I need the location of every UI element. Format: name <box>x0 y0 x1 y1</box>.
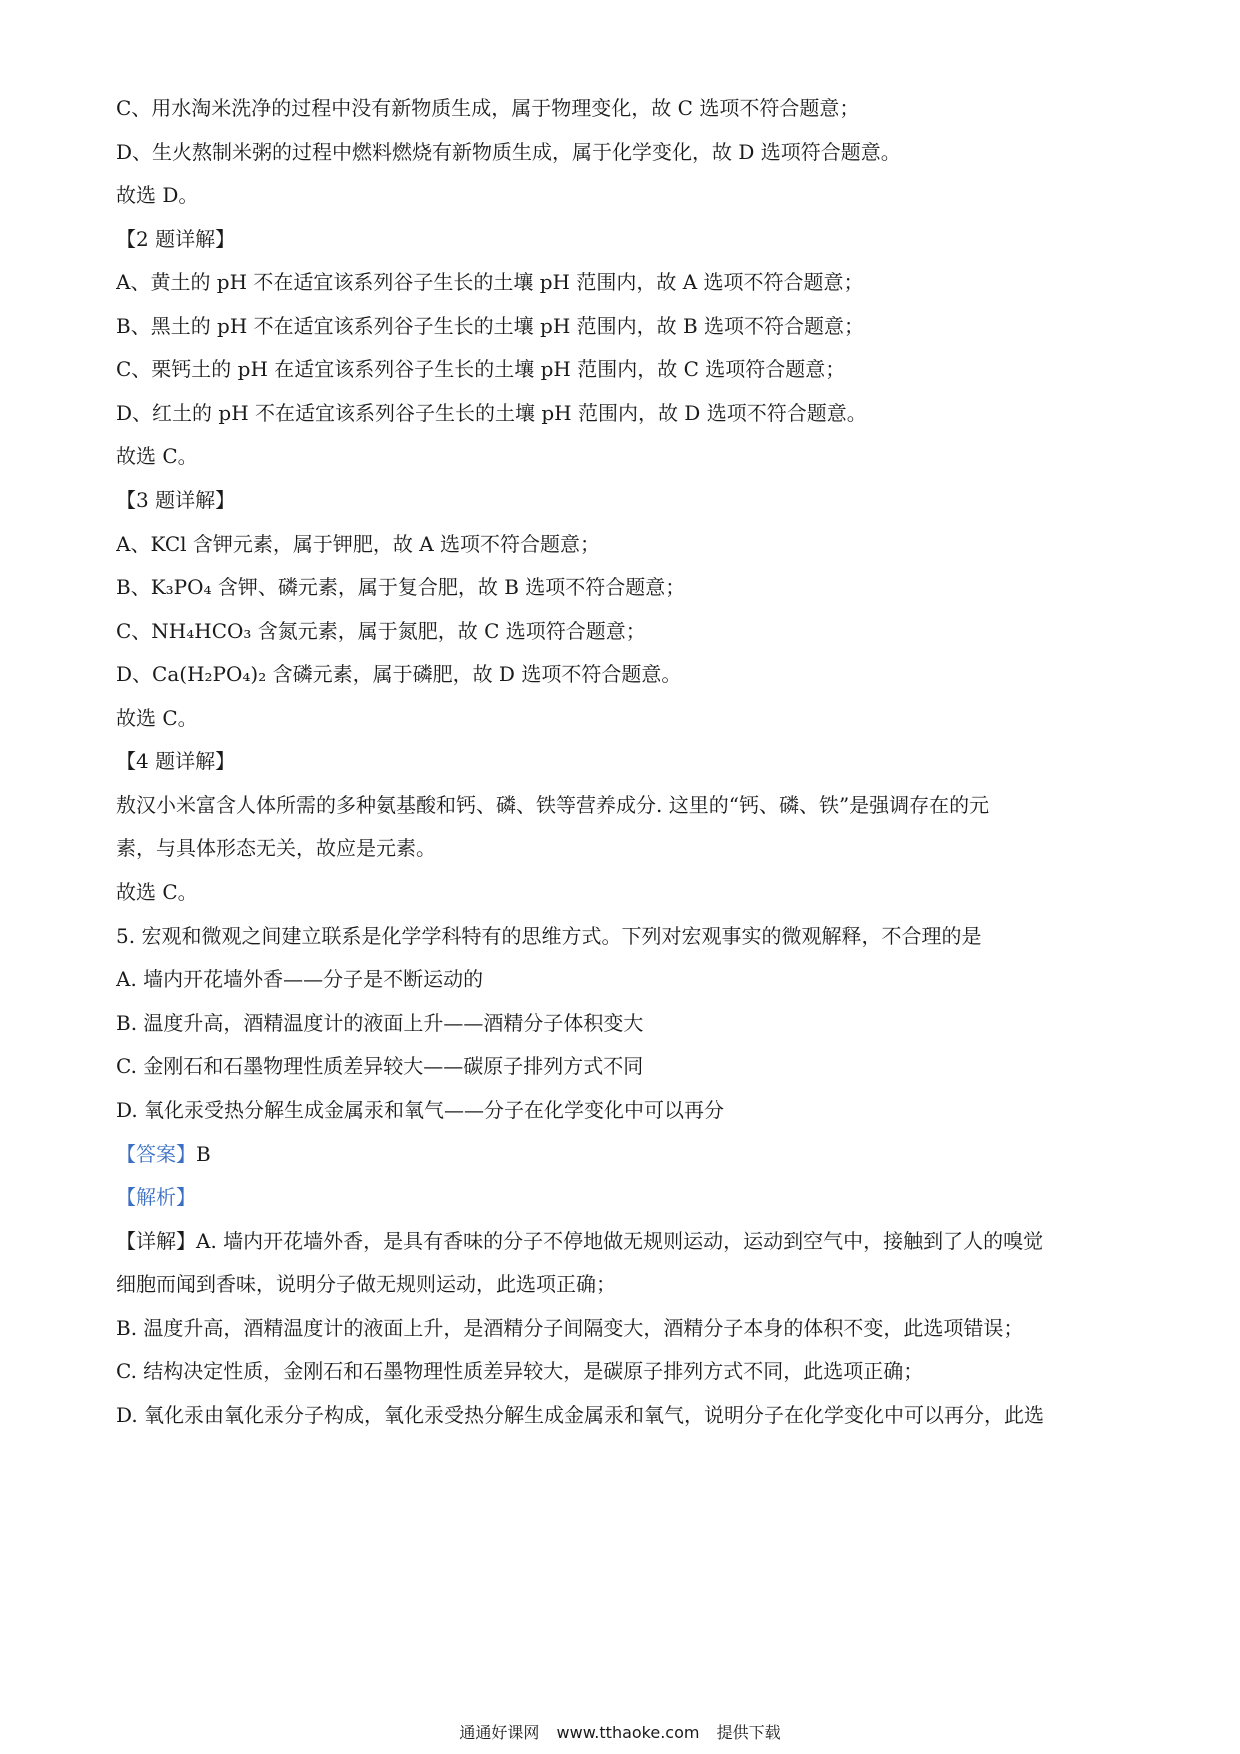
q3-option-c-explanation: C、NH₄HCO₃ 含氮元素，属于氮肥，故 C 选项符合题意； <box>116 619 646 643</box>
q3-conclusion: 故选 C。 <box>116 706 198 730</box>
answer-label: 【答案】 <box>116 1142 196 1166</box>
detail-label: 【详解】 <box>116 1229 196 1253</box>
q5-detail-line-4: C. 结构决定性质，金刚石和石墨物理性质差异较大，是碳原子排列方式不同，此选项正确； <box>116 1359 924 1383</box>
q3-option-b-explanation: B、K₃PO₄ 含钾、磷元素，属于复合肥，故 B 选项不符合题意； <box>116 575 686 599</box>
detail-text-1: A. 墙内开花墙外香，是具有香味的分子不停地做无规则运动，运动到空气中，接触到了人的嗅觉 <box>196 1229 1044 1253</box>
q5-detail-line-3: B. 温度升高，酒精温度计的液面上升，是酒精分子间隔变大，酒精分子本身的体积不变，此选项错误； <box>116 1316 1024 1340</box>
q5-analysis-row <box>116 1183 1136 1211</box>
q3-option-a-explanation: A、KCl 含钾元素，属于钾肥，故 A 选项不符合题意； <box>116 532 601 556</box>
q1-option-d-explanation: D、生火熬制米粥的过程中燃料燃烧有新物质生成，属于化学变化，故 D 选项符合题意。 <box>116 140 901 164</box>
q3-heading: 【3 题详解】 <box>116 488 236 512</box>
q2-option-c-explanation: C、栗钙土的 pH 在适宜该系列谷子生长的土壤 pH 范围内，故 C 选项符合题意； <box>116 357 846 381</box>
q5-detail-line-1 <box>116 1227 1136 1255</box>
q2-option-b-explanation: B、黑土的 pH 不在适宜该系列谷子生长的土壤 pH 范围内，故 B 选项不符合题意； <box>116 314 865 338</box>
q2-option-a-explanation: A、黄土的 pH 不在适宜该系列谷子生长的土壤 pH 范围内，故 A 选项不符合题意； <box>116 270 864 294</box>
q5-question-stem: 5. 宏观和微观之间建立联系是化学学科特有的思维方式。下列对宏观事实的微观解释，不合理的是 <box>116 924 982 948</box>
q4-heading: 【4 题详解】 <box>116 749 236 773</box>
q5-option-b: B. 温度升高，酒精温度计的液面上升——酒精分子体积变大 <box>116 1011 644 1035</box>
q2-option-d-explanation: D、红土的 pH 不在适宜该系列谷子生长的土壤 pH 范围内，故 D 选项不符合题意。 <box>116 401 867 425</box>
q4-explanation-line-1: 敖汉小米富含人体所需的多种氨基酸和钙、磷、铁等营养成分. 这里的“钙、磷、铁”是强调存在的元 <box>116 793 990 817</box>
q2-conclusion: 故选 C。 <box>116 444 198 468</box>
footer-suffix: 提供下载 <box>716 1723 781 1742</box>
q5-detail-line-5: D. 氧化汞由氧化汞分子构成，氧化汞受热分解生成金属汞和氧气，说明分子在化学变化中可以再分，此选 <box>116 1403 1045 1427</box>
q4-explanation-line-2: 素，与具体形态无关，故应是元素。 <box>116 836 436 860</box>
page-footer <box>0 1722 1240 1744</box>
answer-value: B <box>196 1142 211 1166</box>
q1-conclusion: 故选 D。 <box>116 183 199 207</box>
q5-option-d: D. 氧化汞受热分解生成金属汞和氧气——分子在化学变化中可以再分 <box>116 1098 725 1122</box>
footer-site-url[interactable]: www.tthaoke.com <box>556 1723 700 1742</box>
q5-detail-line-2: 细胞而闻到香味，说明分子做无规则运动，此选项正确； <box>116 1272 616 1296</box>
q3-option-d-explanation: D、Ca(H₂PO₄)₂ 含磷元素，属于磷肥，故 D 选项不符合题意。 <box>116 662 682 686</box>
footer-site-name: 通通好课网 <box>459 1723 540 1742</box>
q5-answer-row <box>116 1140 1136 1168</box>
analysis-label: 【解析】 <box>116 1185 196 1209</box>
q2-heading: 【2 题详解】 <box>116 227 236 251</box>
q5-option-a: A. 墙内开花墙外香——分子是不断运动的 <box>116 967 484 991</box>
q1-option-c-explanation: C、用水淘米洗净的过程中没有新物质生成，属于物理变化，故 C 选项不符合题意； <box>116 96 860 120</box>
q5-option-c: C. 金刚石和石墨物理性质差异较大——碳原子排列方式不同 <box>116 1054 644 1078</box>
q4-conclusion: 故选 C。 <box>116 880 198 904</box>
